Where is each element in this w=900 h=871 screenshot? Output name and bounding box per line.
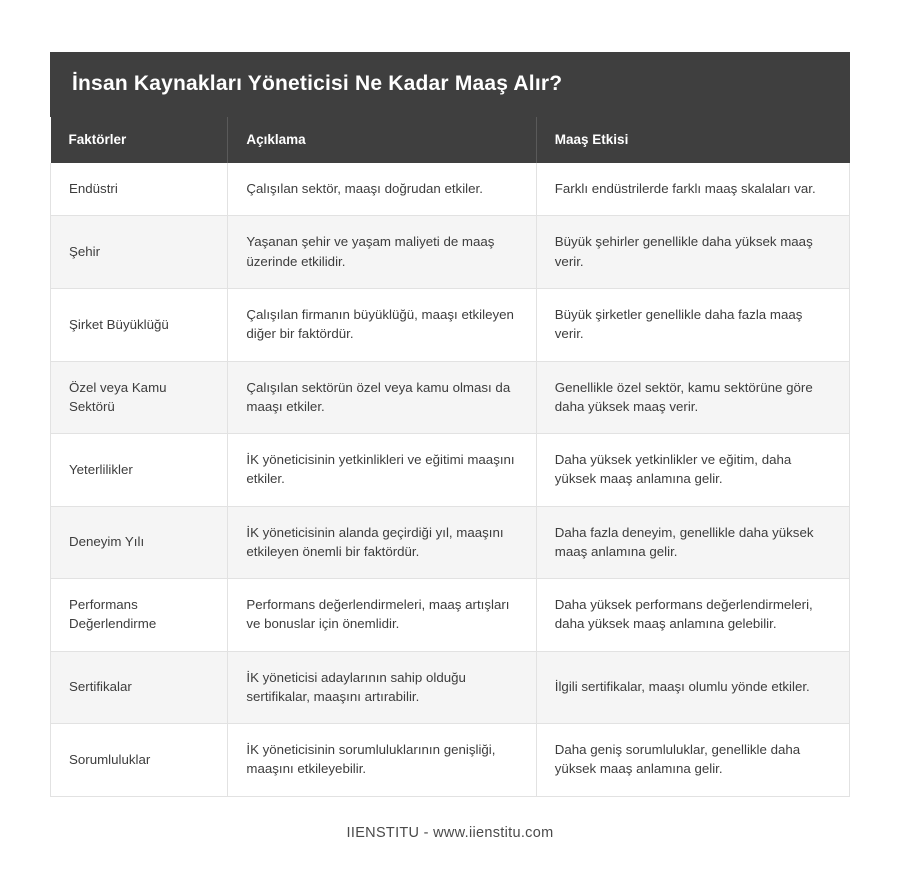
cell-effect: Daha geniş sorumluluklar, genellikle daha yüksek maaş anlamına gelir. <box>536 724 849 797</box>
cell-description: İK yöneticisinin yetkinlikleri ve eğitimi maaşını etkiler. <box>228 434 536 507</box>
cell-effect: Büyük şehirler genellikle daha yüksek maaş verir. <box>536 216 849 289</box>
cell-effect: Daha fazla deneyim, genellikle daha yüksek maaş anlamına gelir. <box>536 506 849 579</box>
table-row <box>51 434 850 507</box>
page-title: İnsan Kaynakları Yöneticisi Ne Kadar Maaş Alır? <box>50 52 850 117</box>
cell-effect: Genellikle özel sektör, kamu sektörüne göre daha yüksek maaş verir. <box>536 361 849 434</box>
cell-factor: Şirket Büyüklüğü <box>51 288 228 361</box>
cell-effect: Daha yüksek yetkinlikler ve eğitim, daha yüksek maaş anlamına gelir. <box>536 434 849 507</box>
table-body <box>51 163 850 796</box>
table-row <box>51 579 850 652</box>
cell-factor: Sorumluluklar <box>51 724 228 797</box>
cell-factor: Yeterlilikler <box>51 434 228 507</box>
factors-table <box>50 117 850 797</box>
cell-description: İK yöneticisinin sorumluluklarının genişliği, maaşını etkileyebilir. <box>228 724 536 797</box>
cell-factor: Endüstri <box>51 163 228 216</box>
column-header-aciklama: Açıklama <box>228 117 536 163</box>
column-header-faktorler: Faktörler <box>51 117 228 163</box>
cell-factor: Deneyim Yılı <box>51 506 228 579</box>
cell-factor: Şehir <box>51 216 228 289</box>
cell-effect: Farklı endüstrilerde farklı maaş skalaları var. <box>536 163 849 216</box>
salary-factors-table <box>50 52 850 841</box>
cell-description: Performans değerlendirmeleri, maaş artışları ve bonuslar için önemlidir. <box>228 579 536 652</box>
cell-description: Çalışılan firmanın büyüklüğü, maaşı etkileyen diğer bir faktördür. <box>228 288 536 361</box>
footer-attribution: IIENSTITU - www.iienstitu.com <box>346 824 554 841</box>
cell-factor: Sertifikalar <box>51 651 228 724</box>
table-row <box>51 216 850 289</box>
cell-factor: Performans Değerlendirme <box>51 579 228 652</box>
table-header <box>51 117 850 163</box>
table-header-row <box>51 117 850 163</box>
table-row <box>51 506 850 579</box>
cell-effect: Büyük şirketler genellikle daha fazla maaş verir. <box>536 288 849 361</box>
cell-description: İK yöneticisi adaylarının sahip olduğu sertifikalar, maaşını artırabilir. <box>228 651 536 724</box>
cell-effect: İlgili sertifikalar, maaşı olumlu yönde etkiler. <box>536 651 849 724</box>
table-row <box>51 724 850 797</box>
cell-description: Yaşanan şehir ve yaşam maliyeti de maaş üzerinde etkilidir. <box>228 216 536 289</box>
cell-factor: Özel veya Kamu Sektörü <box>51 361 228 434</box>
table-row <box>51 361 850 434</box>
column-header-maas-etkisi: Maaş Etkisi <box>536 117 849 163</box>
cell-description: İK yöneticisinin alanda geçirdiği yıl, maaşını etkileyen önemli bir faktördür. <box>228 506 536 579</box>
table-row <box>51 288 850 361</box>
cell-effect: Daha yüksek performans değerlendirmeleri, daha yüksek maaş anlamına gelebilir. <box>536 579 849 652</box>
table-row <box>51 651 850 724</box>
cell-description: Çalışılan sektör, maaşı doğrudan etkiler. <box>228 163 536 216</box>
cell-description: Çalışılan sektörün özel veya kamu olması da maaşı etkiler. <box>228 361 536 434</box>
table-row <box>51 163 850 216</box>
